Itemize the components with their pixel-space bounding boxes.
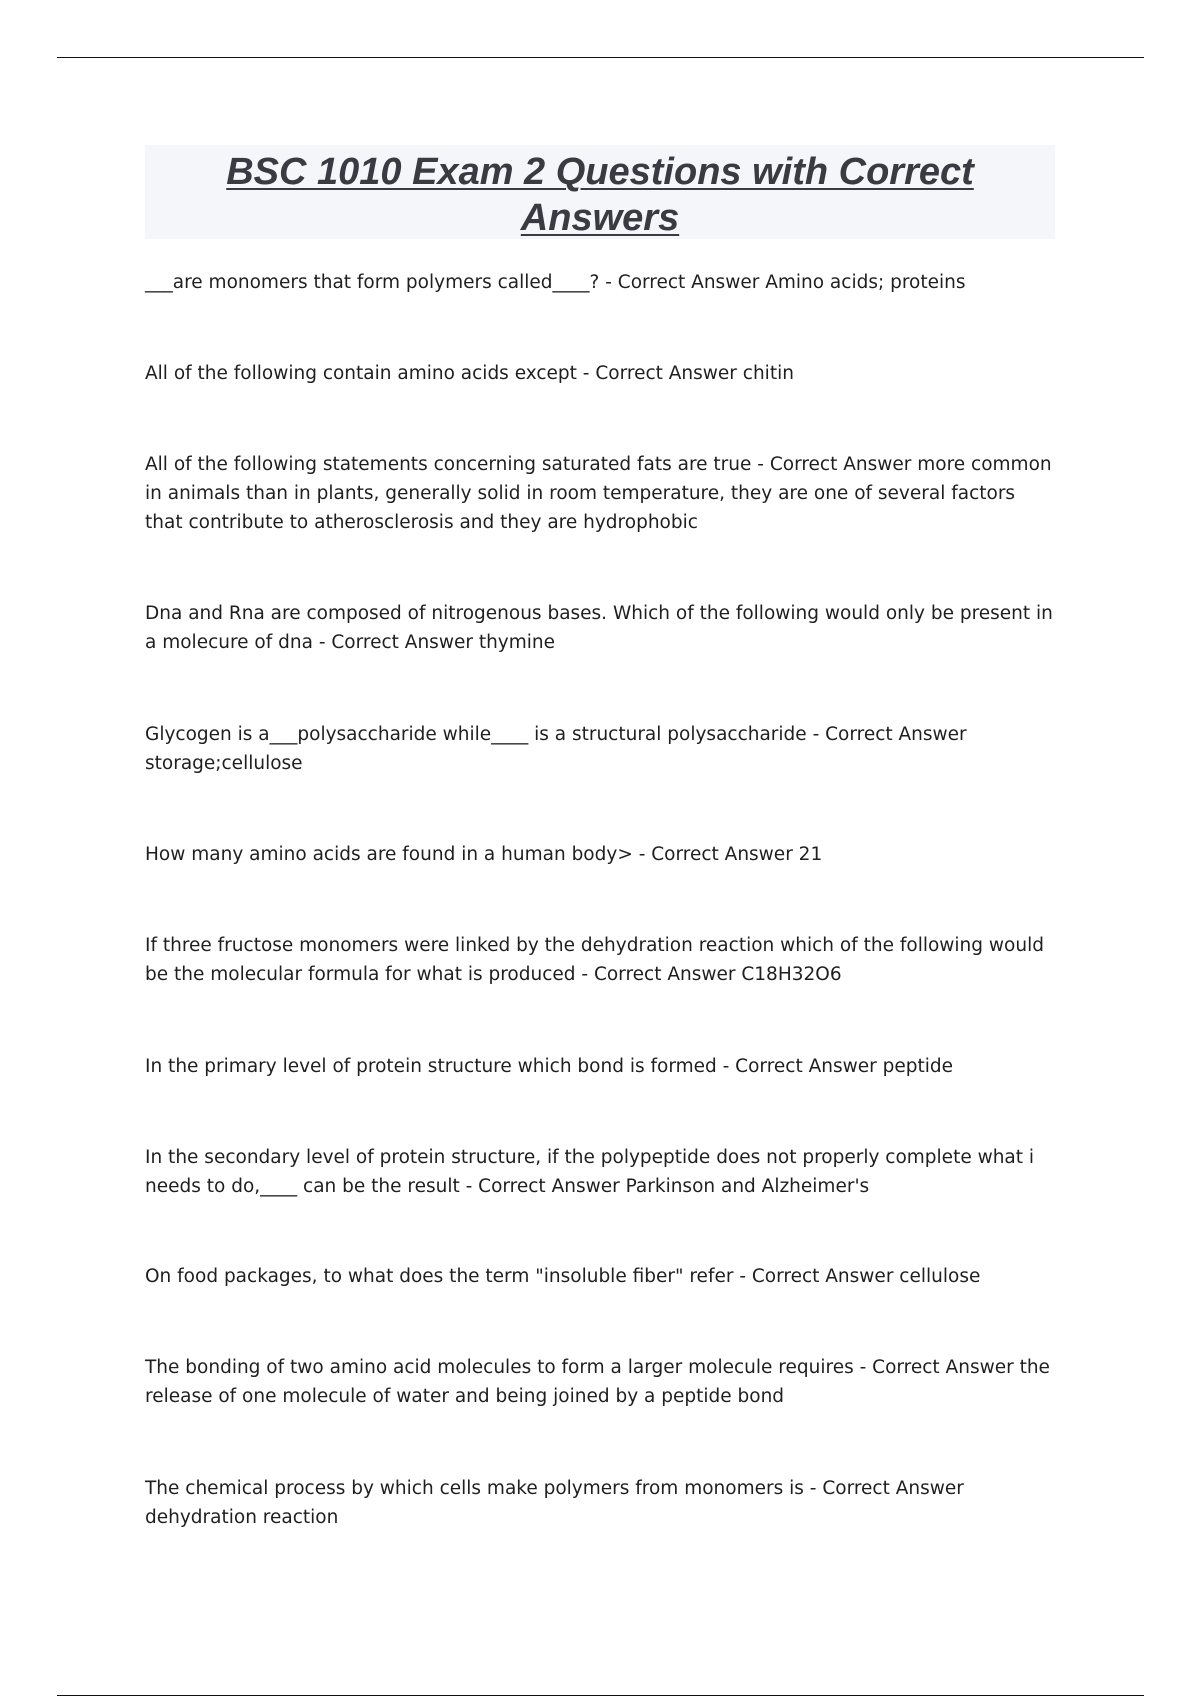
qa-item-5: Glycogen is a___polysaccharide while____ is a structural polysaccharide - Correct Answer storage;cellulose bbox=[145, 724, 967, 774]
title-banner bbox=[145, 145, 1055, 239]
qa-item-8: In the primary level of protein structure which bond is formed - Correct Answer peptide bbox=[145, 1056, 953, 1077]
qa-item-7: If three fructose monomers were linked by the dehydration reaction which of the following would be the molecular formula for what is produced - Correct Answer C18H32O6 bbox=[145, 935, 1044, 985]
qa-item-1: ___are monomers that form polymers called____? - Correct Answer Amino acids; proteins bbox=[145, 272, 966, 293]
document-title: BSC 1010 Exam 2 Questions with Correct Answers bbox=[226, 151, 974, 239]
qa-list bbox=[145, 268, 1057, 1534]
qa-item-12: The chemical process by which cells make polymers from monomers is - Correct Answer dehydration reaction bbox=[145, 1478, 964, 1528]
qa-item-6: How many amino acids are found in a human body> - Correct Answer 21 bbox=[145, 844, 823, 865]
qa-item-3: All of the following statements concerning saturated fats are true - Correct Answer more common in animals than in plants, generally solid in room temperature, they are one of several factors that contribute to atherosclerosis and they are hydrophobic bbox=[145, 454, 1052, 533]
qa-item-2: All of the following contain amino acids except - Correct Answer chitin bbox=[145, 363, 794, 384]
qa-item-4: Dna and Rna are composed of nitrogenous bases. Which of the following would only be present in a molecure of dna - Correct Answer thymine bbox=[145, 603, 1053, 653]
qa-item-9: In the secondary level of protein structure, if the polypeptide does not properly complete what i needs to do,____ can be the result - Correct Answer Parkinson and Alzheimer's bbox=[145, 1147, 1035, 1197]
qa-item-10: On food packages, to what does the term "insoluble fiber" refer - Correct Answer cellulose bbox=[145, 1266, 981, 1287]
qa-item-11: The bonding of two amino acid molecules to form a larger molecule requires - Correct Answer the release of one molecule of water and being joined by a peptide bond bbox=[145, 1357, 1050, 1407]
top-divider bbox=[57, 57, 1144, 58]
bottom-divider bbox=[57, 1695, 1144, 1696]
